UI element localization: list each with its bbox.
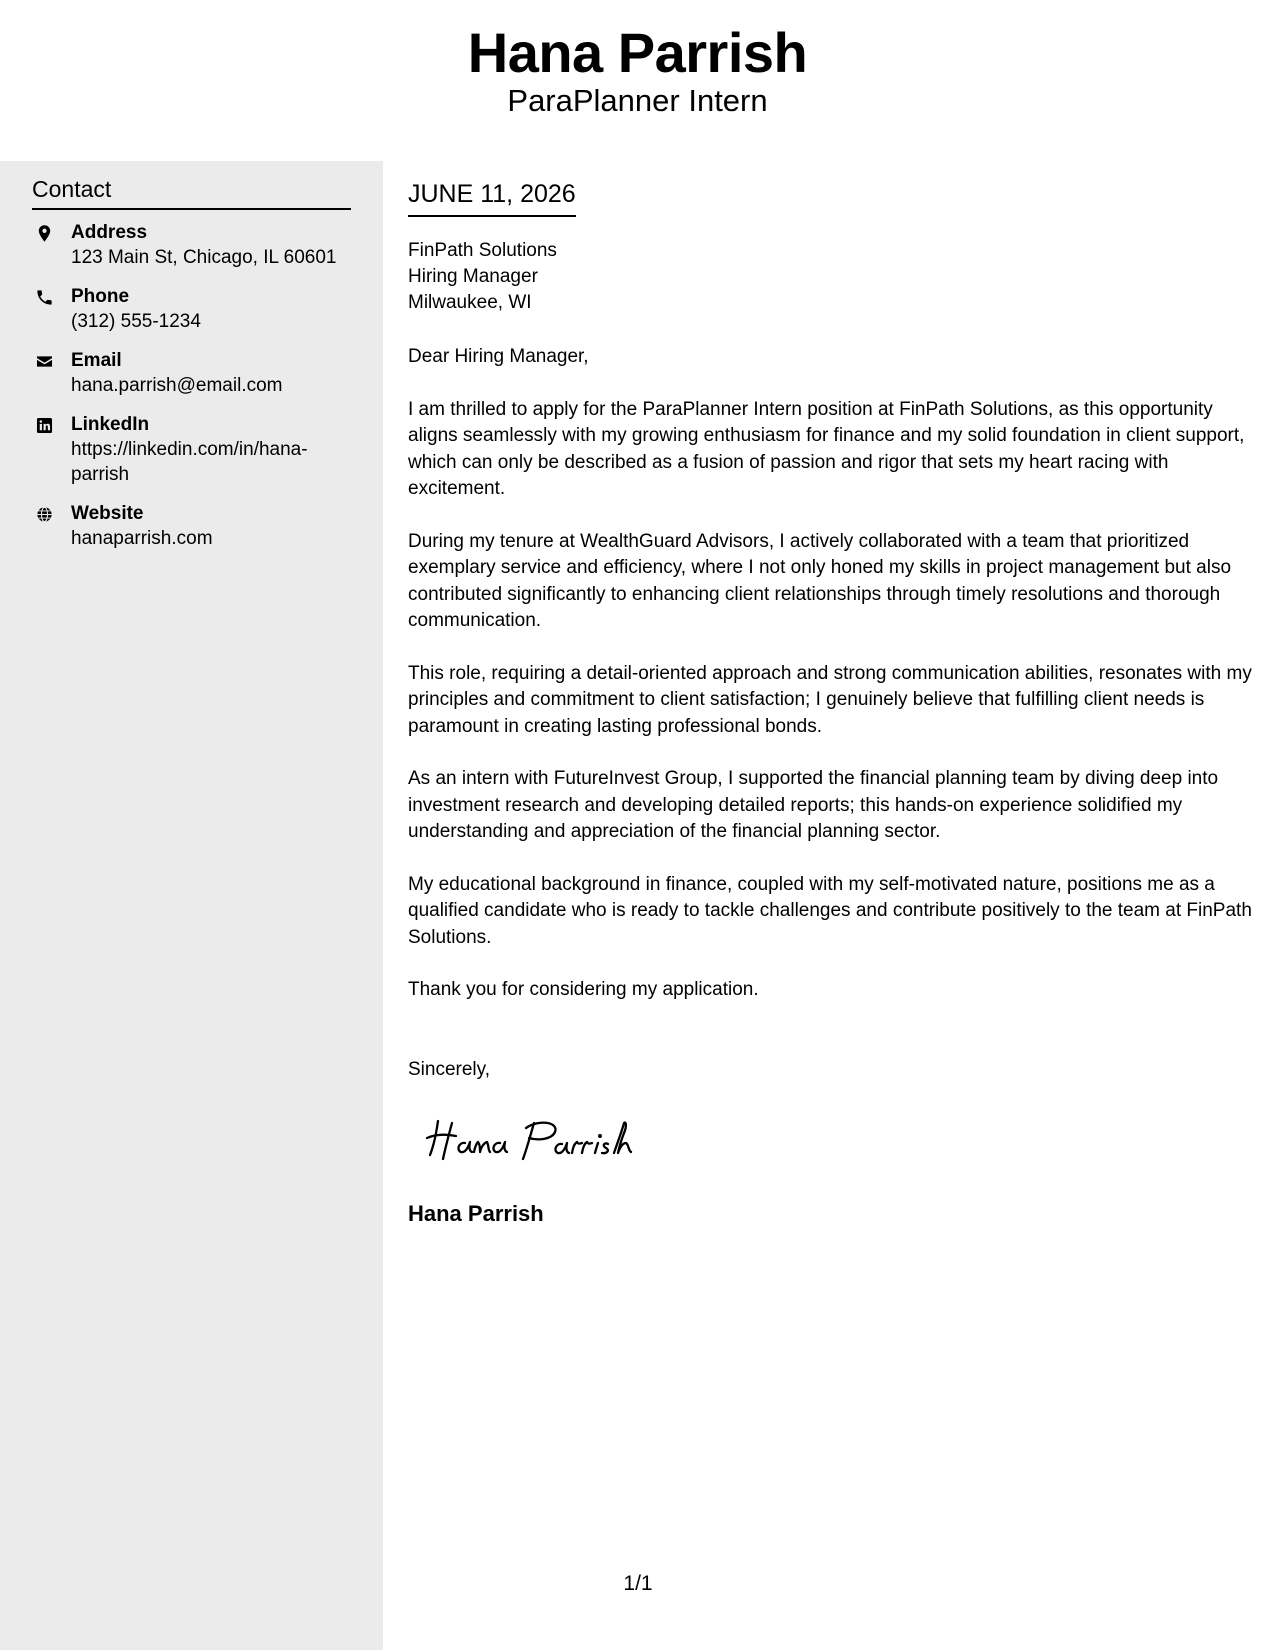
letter-body (408, 344, 1253, 1030)
contact-label-email: Email (71, 350, 122, 371)
letter-paragraph: As an intern with FutureInvest Group, I supported the financial planning team by diving deep into investment research and developing detailed reports; this hands-on experience solidified my understanding and appreciation of the financial planning sector. (408, 768, 1219, 842)
contact-label-linkedin: LinkedIn (71, 414, 150, 435)
letter-paragraph: I am thrilled to apply for the ParaPlanner Intern position at FinPath Solutions, as this opportunity aligns seamlessly with my growing enthusiasm for finance and my solid foundation in client support, which can only be described as a fusion of passion and rigor that sets my heart racing with excitement. (408, 398, 1245, 499)
location-pin-icon (34, 223, 54, 243)
recipient-company: FinPath Solutions (408, 240, 557, 261)
recipient-location: Milwaukee, WI (408, 292, 532, 313)
contact-item-address (32, 220, 351, 270)
email-icon (34, 351, 54, 371)
contact-label-phone: Phone (71, 286, 130, 307)
linkedin-icon (34, 415, 54, 435)
recipient-role: Hiring Manager (408, 266, 538, 287)
contact-heading: Contact (32, 176, 351, 210)
letter-paragraph: During my tenure at WealthGuard Advisors, I actively collaborated with a team that prioritized exemplary service and efficiency, where I not only honed my skills in project management but also contributed significantly to enhancing client relationships through timely resolutions and thorough communication. (408, 530, 1232, 631)
recipient-block (408, 238, 1253, 316)
globe-icon (34, 504, 54, 524)
contact-label-address: Address (71, 222, 148, 243)
contact-item-email (32, 348, 351, 398)
contact-item-linkedin (32, 412, 351, 487)
contact-label-website: Website (71, 503, 144, 524)
letter-paragraph: Thank you for considering my application. (408, 979, 759, 1000)
letter-paragraph: This role, requiring a detail-oriented approach and strong communication abilities, resonates with my principles and commitment to client satisfaction; I genuinely believe that fulfilling client needs is paramount in creating lasting professional bonds. (408, 662, 1252, 737)
letter-date: JUNE 11, 2026 (408, 179, 576, 217)
signer-name: Hana Parrish (408, 1201, 544, 1226)
page-header (0, 0, 1275, 160)
contact-value-address: 123 Main St, Chicago, IL 60601 (71, 247, 337, 268)
contact-item-phone (32, 284, 351, 334)
applicant-title: ParaPlanner Intern (507, 83, 768, 118)
salutation: Dear Hiring Manager, (408, 346, 589, 367)
contact-list (32, 220, 351, 565)
contact-value-email[interactable]: hana.parrish@email.com (71, 375, 283, 396)
letter-paragraph: My educational background in finance, coupled with my self-motivated nature, positions me as a qualified candidate who is ready to tackle challenges and contribute positively to the team at FinPath Solutions. (408, 873, 1252, 948)
handwritten-signature (418, 1111, 668, 1171)
page-number: 1/1 (623, 1572, 653, 1595)
closing: Sincerely, (408, 1059, 491, 1080)
contact-item-website (32, 501, 351, 551)
phone-icon (34, 287, 54, 307)
applicant-name: Hana Parrish (467, 21, 808, 84)
contact-value-website[interactable]: hanaparrish.com (71, 528, 213, 549)
contact-value-phone: (312) 555-1234 (71, 311, 201, 332)
contact-sidebar (0, 161, 383, 1650)
contact-value-linkedin[interactable]: https://linkedin.com/in/hana-parrish (71, 439, 308, 485)
